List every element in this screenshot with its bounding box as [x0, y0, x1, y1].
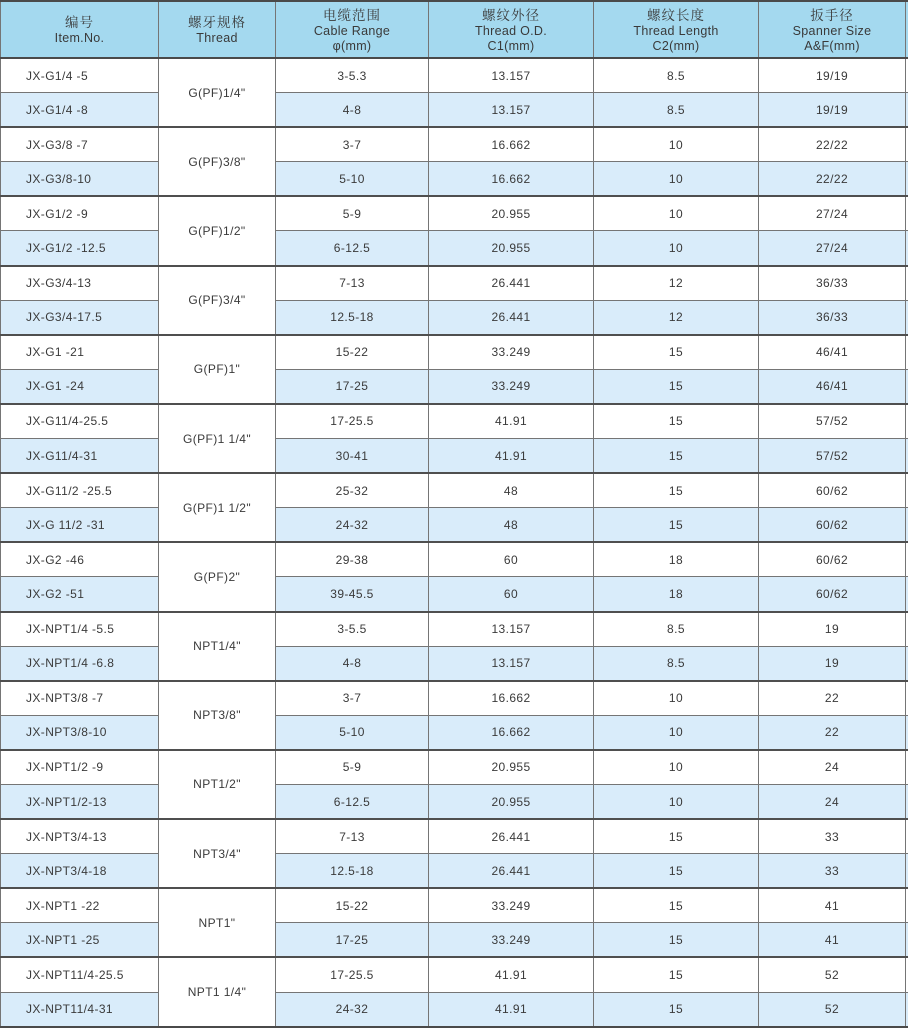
item-no-cell: JX-NPT1 -25	[1, 923, 159, 958]
item-no-cell: JX-NPT11/4-25.5	[1, 957, 159, 992]
header-label-zh: 螺纹外径	[482, 7, 540, 23]
thread-od-cell: 33.249	[429, 369, 594, 404]
thread-length-cell: 15	[594, 992, 759, 1027]
cable-range-cell: 7-13	[276, 819, 429, 854]
header-label-zh: 电缆范围	[323, 7, 381, 23]
table-row	[1, 992, 908, 1027]
item-no-cell: JX-NPT11/4-31	[1, 992, 159, 1027]
column-header-thread-length	[594, 1, 759, 58]
cable-range-cell: 3-5.5	[276, 612, 429, 647]
cable-range-cell: 5-9	[276, 196, 429, 231]
cable-range-cell: 5-10	[276, 162, 429, 197]
item-no-cell: JX-G3/4-13	[1, 266, 159, 301]
thread-od-cell: 20.955	[429, 750, 594, 785]
thread-cell: NPT3/4"	[159, 819, 276, 888]
header-label-unit: C1(mm)	[487, 38, 535, 53]
column-header-thread-od	[429, 1, 594, 58]
cable-range-cell: 17-25.5	[276, 957, 429, 992]
cable-range-cell: 15-22	[276, 888, 429, 923]
spanner-cell: 60/62	[759, 542, 906, 577]
thread-length-cell: 15	[594, 888, 759, 923]
thread-length-cell: 15	[594, 854, 759, 889]
thread-cell: NPT1/2"	[159, 750, 276, 819]
spanner-cell: 46/41	[759, 369, 906, 404]
cable-range-cell: 6-12.5	[276, 231, 429, 266]
item-no-cell: JX-NPT1/2-13	[1, 784, 159, 819]
table-row	[1, 266, 908, 301]
thread-length-cell: 8.5	[594, 646, 759, 681]
spanner-cell: 60/62	[759, 577, 906, 612]
cable-range-cell: 15-22	[276, 335, 429, 370]
spanner-cell: 60/62	[759, 473, 906, 508]
spanner-cell: 22/22	[759, 162, 906, 197]
thread-cell: G(PF)1/2"	[159, 196, 276, 265]
spanner-cell: 33	[759, 854, 906, 889]
table-body	[1, 58, 908, 1027]
thread-od-cell: 16.662	[429, 715, 594, 750]
spanner-cell: 19	[759, 612, 906, 647]
thread-length-cell: 15	[594, 439, 759, 474]
item-no-cell: JX-G1/4 -5	[1, 58, 159, 93]
item-no-cell: JX-NPT1/4 -5.5	[1, 612, 159, 647]
thread-od-cell: 13.157	[429, 58, 594, 93]
thread-od-cell: 16.662	[429, 162, 594, 197]
item-no-cell: JX-G1/2 -9	[1, 196, 159, 231]
table-row	[1, 646, 908, 681]
thread-length-cell: 10	[594, 231, 759, 266]
item-no-cell: JX-G1 -21	[1, 335, 159, 370]
thread-length-cell: 15	[594, 369, 759, 404]
item-no-cell: JX-NPT3/4-18	[1, 854, 159, 889]
thread-cell: G(PF)1/4"	[159, 58, 276, 127]
header-label-unit: A&F(mm)	[804, 38, 860, 53]
table-row	[1, 923, 908, 958]
thread-cell: G(PF)1"	[159, 335, 276, 404]
thread-od-cell: 33.249	[429, 888, 594, 923]
table-row	[1, 162, 908, 197]
thread-cell: G(PF)3/4"	[159, 266, 276, 335]
cable-range-cell: 6-12.5	[276, 784, 429, 819]
cable-range-cell: 25-32	[276, 473, 429, 508]
thread-od-cell: 13.157	[429, 93, 594, 128]
item-no-cell: JX-G11/4-25.5	[1, 404, 159, 439]
thread-od-cell: 13.157	[429, 646, 594, 681]
thread-cell: G(PF)1 1/2"	[159, 473, 276, 542]
thread-length-cell: 10	[594, 196, 759, 231]
thread-length-cell: 8.5	[594, 612, 759, 647]
thread-od-cell: 20.955	[429, 784, 594, 819]
cable-range-cell: 17-25	[276, 923, 429, 958]
column-header-thread	[159, 1, 276, 58]
cable-range-cell: 4-8	[276, 646, 429, 681]
item-no-cell: JX-NPT3/8-10	[1, 715, 159, 750]
item-no-cell: JX-G11/2 -25.5	[1, 473, 159, 508]
spanner-cell: 19/19	[759, 58, 906, 93]
thread-cell: G(PF)2"	[159, 542, 276, 611]
item-no-cell: JX-NPT3/8 -7	[1, 681, 159, 716]
thread-cell: G(PF)3/8"	[159, 127, 276, 196]
cable-range-cell: 24-32	[276, 508, 429, 543]
cable-range-cell: 5-9	[276, 750, 429, 785]
header-label-en: Thread O.D.	[474, 23, 548, 38]
table-row	[1, 854, 908, 889]
item-no-cell: JX-G 11/2 -31	[1, 508, 159, 543]
table-row	[1, 750, 908, 785]
thread-od-cell: 33.249	[429, 923, 594, 958]
column-header-cable-range	[276, 1, 429, 58]
thread-od-cell: 16.662	[429, 127, 594, 162]
thread-od-cell: 60	[429, 577, 594, 612]
spanner-cell: 24	[759, 784, 906, 819]
thread-od-cell: 20.955	[429, 231, 594, 266]
spanner-cell: 60/62	[759, 508, 906, 543]
table-row	[1, 127, 908, 162]
thread-od-cell: 13.157	[429, 612, 594, 647]
cable-range-cell: 12.5-18	[276, 854, 429, 889]
header-label-zh: 螺牙规格	[188, 15, 246, 30]
header-label-zh: 编号	[65, 15, 94, 30]
spanner-cell: 57/52	[759, 404, 906, 439]
header-label-en: Spanner Size	[792, 23, 872, 38]
item-no-cell: JX-NPT1/2 -9	[1, 750, 159, 785]
cable-range-cell: 30-41	[276, 439, 429, 474]
cable-range-cell: 17-25.5	[276, 404, 429, 439]
header-label-en: Thread Length	[633, 23, 719, 38]
table-row	[1, 888, 908, 923]
thread-od-cell: 26.441	[429, 300, 594, 335]
item-no-cell: JX-G1 -24	[1, 369, 159, 404]
thread-od-cell: 26.441	[429, 819, 594, 854]
thread-length-cell: 10	[594, 750, 759, 785]
header-label-unit: φ(mm)	[332, 38, 372, 53]
table-row	[1, 300, 908, 335]
table-row	[1, 439, 908, 474]
spanner-cell: 22	[759, 681, 906, 716]
thread-length-cell: 10	[594, 681, 759, 716]
column-header-spanner	[759, 1, 906, 58]
spanner-cell: 19/19	[759, 93, 906, 128]
cable-range-cell: 29-38	[276, 542, 429, 577]
header-label-unit: C2(mm)	[652, 38, 700, 53]
table-row	[1, 542, 908, 577]
thread-length-cell: 15	[594, 957, 759, 992]
spanner-cell: 22	[759, 715, 906, 750]
table-row	[1, 473, 908, 508]
thread-length-cell: 8.5	[594, 58, 759, 93]
cable-range-cell: 3-5.3	[276, 58, 429, 93]
spanner-cell: 41	[759, 888, 906, 923]
item-no-cell: JX-G3/8-10	[1, 162, 159, 197]
table-row	[1, 784, 908, 819]
thread-length-cell: 15	[594, 335, 759, 370]
thread-od-cell: 26.441	[429, 266, 594, 301]
thread-od-cell: 33.249	[429, 335, 594, 370]
thread-length-cell: 8.5	[594, 93, 759, 128]
table-row	[1, 612, 908, 647]
header-label-zh: 螺纹长度	[647, 7, 705, 23]
item-no-cell: JX-G2 -46	[1, 542, 159, 577]
thread-od-cell: 60	[429, 542, 594, 577]
thread-cell: NPT1 1/4"	[159, 957, 276, 1027]
thread-length-cell: 12	[594, 266, 759, 301]
thread-cell: NPT1/4"	[159, 612, 276, 681]
table-row	[1, 196, 908, 231]
spanner-cell: 36/33	[759, 266, 906, 301]
spanner-cell: 57/52	[759, 439, 906, 474]
table-row	[1, 404, 908, 439]
header-label-en: Thread	[196, 31, 238, 45]
thread-od-cell: 26.441	[429, 854, 594, 889]
table-header	[1, 1, 908, 58]
thread-cell: NPT1"	[159, 888, 276, 957]
table-row	[1, 58, 908, 93]
thread-length-cell: 12	[594, 300, 759, 335]
header-label-en: Cable Range	[313, 23, 391, 38]
spanner-cell: 41	[759, 923, 906, 958]
thread-length-cell: 10	[594, 127, 759, 162]
cable-range-cell: 12.5-18	[276, 300, 429, 335]
cable-range-cell: 5-10	[276, 715, 429, 750]
thread-od-cell: 48	[429, 508, 594, 543]
thread-length-cell: 15	[594, 404, 759, 439]
thread-od-cell: 41.91	[429, 957, 594, 992]
spanner-cell: 19	[759, 646, 906, 681]
item-no-cell: JX-G3/8 -7	[1, 127, 159, 162]
table-row	[1, 369, 908, 404]
spanner-cell: 46/41	[759, 335, 906, 370]
item-no-cell: JX-G1/2 -12.5	[1, 231, 159, 266]
thread-od-cell: 41.91	[429, 404, 594, 439]
item-no-cell: JX-NPT1/4 -6.8	[1, 646, 159, 681]
thread-length-cell: 15	[594, 473, 759, 508]
thread-od-cell: 48	[429, 473, 594, 508]
header-label-en: Item.No.	[54, 31, 105, 45]
spanner-cell: 27/24	[759, 231, 906, 266]
table-row	[1, 819, 908, 854]
cable-range-cell: 39-45.5	[276, 577, 429, 612]
thread-od-cell: 41.91	[429, 992, 594, 1027]
item-no-cell: JX-NPT3/4-13	[1, 819, 159, 854]
spanner-cell: 33	[759, 819, 906, 854]
spanner-cell: 22/22	[759, 127, 906, 162]
item-no-cell: JX-G11/4-31	[1, 439, 159, 474]
spanner-cell: 27/24	[759, 196, 906, 231]
table-row	[1, 577, 908, 612]
thread-length-cell: 15	[594, 508, 759, 543]
item-no-cell: JX-G2 -51	[1, 577, 159, 612]
thread-od-cell: 20.955	[429, 196, 594, 231]
cable-range-cell: 24-32	[276, 992, 429, 1027]
thread-length-cell: 15	[594, 923, 759, 958]
table-row	[1, 681, 908, 716]
table-row	[1, 957, 908, 992]
cable-range-cell: 4-8	[276, 93, 429, 128]
cable-range-cell: 17-25	[276, 369, 429, 404]
thread-length-cell: 10	[594, 162, 759, 197]
thread-od-cell: 16.662	[429, 681, 594, 716]
cable-range-cell: 3-7	[276, 681, 429, 716]
table-row	[1, 231, 908, 266]
spanner-cell: 52	[759, 992, 906, 1027]
cable-range-cell: 3-7	[276, 127, 429, 162]
item-no-cell: JX-G3/4-17.5	[1, 300, 159, 335]
table-row	[1, 508, 908, 543]
thread-length-cell: 18	[594, 577, 759, 612]
thread-cell: G(PF)1 1/4"	[159, 404, 276, 473]
cable-range-cell: 7-13	[276, 266, 429, 301]
table-row	[1, 715, 908, 750]
thread-od-cell: 41.91	[429, 439, 594, 474]
spanner-cell: 52	[759, 957, 906, 992]
table-row	[1, 93, 908, 128]
spanner-cell: 36/33	[759, 300, 906, 335]
header-label-zh: 扳手径	[810, 7, 854, 23]
thread-length-cell: 10	[594, 715, 759, 750]
item-no-cell: JX-NPT1 -22	[1, 888, 159, 923]
thread-length-cell: 10	[594, 784, 759, 819]
table-row	[1, 335, 908, 370]
column-header-item-no	[1, 1, 159, 58]
item-no-cell: JX-G1/4 -8	[1, 93, 159, 128]
spanner-cell: 24	[759, 750, 906, 785]
thread-length-cell: 18	[594, 542, 759, 577]
thread-length-cell: 15	[594, 819, 759, 854]
thread-cell: NPT3/8"	[159, 681, 276, 750]
header-row	[1, 1, 908, 58]
